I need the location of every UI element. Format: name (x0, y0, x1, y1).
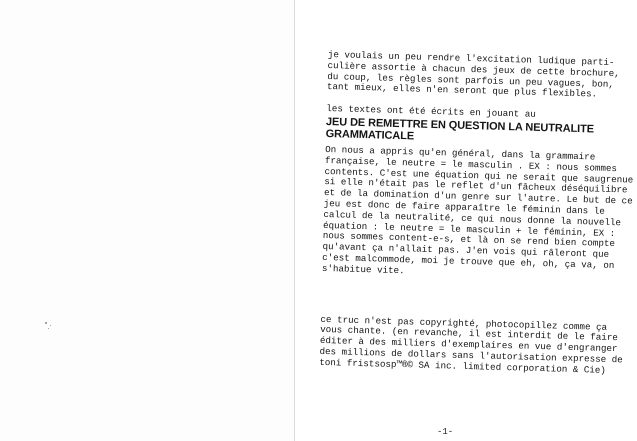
intro-paragraph: je voulais un peu rendre l'excitation ludique parti- culière assortie à chacun des jeux de cette brochure, du coup, les règles sont parfois un peu vagues, bon, tant mieux, elles n'en seront que plus flexibles. (326, 49, 620, 100)
page-gutter (294, 0, 295, 441)
intro-line: les textes ont été écrits en jouant au (326, 103, 536, 121)
right-page-text (319, 49, 634, 376)
scan-speck (50, 325, 51, 326)
page-number: -1- (437, 427, 454, 437)
left-blank-page (0, 0, 295, 441)
copyright-paragraph: ce truc n'est pas copyrighté, photocopillez comme ça vous chante. (en revanche, il est interdit de le faire éditer à des milliers d'exemplaires en vue d'engranger des millions de dollars sans l'autorisation expresse de toni fristsosp™®© SA inc. limited corporation & Cie) (319, 313, 623, 376)
body-paragraph: On nous a appris qu'en général, dans la grammaire française, le neutre = le masculin . EX : nous sommes contents. C'est une équation qui ne serait que saugrenue si elle n'était pas le reflet d'un fâcheux déséquilibre et de la domination d'un genre sur l'autre. Le but de ce jeu est donc de faire apparaître le féminin dans le calcul de la neutralité, ce qui nous donne la nouvelle équation : le neutre = le masculin + le féminin, EX : nous sommes content-e-s, et là on se rend bien compte qu'avant ça n'allait pas. J'en vois qui râleront que c'est malcommode, moi je trouve que eh, oh, ça va, on s'habitue vite. (321, 143, 634, 276)
scan-speck (45, 322, 47, 324)
section-heading: JEU DE REMETTRE EN QUESTION LA NEUTRALITE GRAMMATICALE (325, 115, 595, 143)
scan-speck (48, 328, 49, 329)
